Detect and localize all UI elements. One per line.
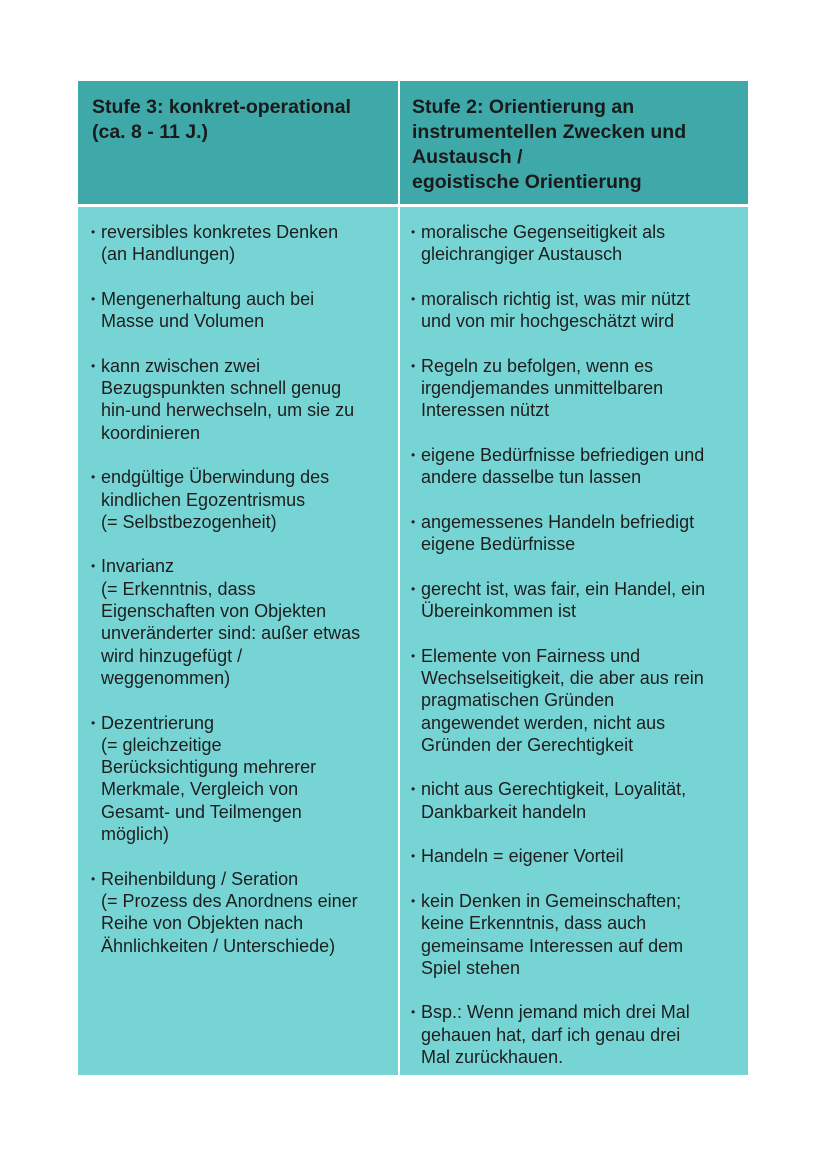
list-item-text: Bezugspunkten schnell genug xyxy=(101,378,342,399)
list-item xyxy=(91,355,388,444)
bullet-list-stufe-3 xyxy=(91,221,388,957)
list-item-text: angewendet werden, nicht aus xyxy=(421,712,666,733)
header-line: Stufe 3: konkret-operational xyxy=(92,96,351,118)
list-item-text: Berücksichtigung mehrerer xyxy=(101,757,317,778)
header-line: egoistische Orientierung xyxy=(412,171,642,193)
list-item-text: gleichrangiger Austausch xyxy=(421,244,623,265)
bullet-icon: • xyxy=(411,514,416,529)
header-line: Austausch / xyxy=(412,146,523,168)
list-item xyxy=(411,845,738,867)
list-item-text: Bsp.: Wenn jemand mich drei Mal xyxy=(421,1002,690,1023)
list-item xyxy=(91,712,388,846)
list-item xyxy=(411,578,738,623)
list-item-text: Mal zurückhauen. xyxy=(421,1046,564,1067)
bullet-icon: • xyxy=(91,470,96,485)
list-item xyxy=(411,444,738,489)
bullet-icon: • xyxy=(91,291,96,306)
list-item-text: Ähnlichkeiten / Unterschiede) xyxy=(101,935,336,956)
list-item-text: Elemente von Fairness und xyxy=(421,645,641,666)
list-item xyxy=(91,868,388,957)
bullet-icon: • xyxy=(91,715,96,730)
list-item-text: Regeln zu befolgen, wenn es xyxy=(421,355,654,376)
header-line: Stufe 2: Orientierung an xyxy=(412,96,635,118)
list-item-text: gemeinsame Interessen auf dem xyxy=(421,935,684,956)
bullet-icon: • xyxy=(411,225,416,239)
list-item-text: Handeln = eigener Vorteil xyxy=(421,846,624,867)
list-item xyxy=(411,1001,738,1068)
list-item-text: (= Erkenntnis, dass xyxy=(101,578,256,599)
bullet-icon: • xyxy=(91,559,96,574)
list-item-text: Reihe von Objekten nach xyxy=(101,913,304,934)
list-item-text: (= Prozess des Anordnens einer xyxy=(101,890,358,911)
bullet-icon: • xyxy=(91,871,96,886)
list-item-text: kindlichen Egozentrismus xyxy=(101,489,306,510)
list-item-text: Wechselseitigkeit, die aber aus rein xyxy=(421,667,704,688)
list-item-text: irgendjemandes unmittelbaren xyxy=(421,378,664,399)
list-item xyxy=(411,511,738,556)
list-item-text: Eigenschaften von Objekten xyxy=(101,601,327,622)
list-item-text: angemessenes Handeln befriedigt xyxy=(421,511,695,532)
list-item-text: gehauen hat, darf ich genau drei xyxy=(421,1024,681,1045)
list-item xyxy=(411,355,738,422)
header-stufe-3 xyxy=(78,81,398,204)
list-item-text: Merkmale, Vergleich von xyxy=(101,779,299,800)
list-item-text: gerecht ist, was fair, ein Handel, ein xyxy=(421,578,706,599)
list-item xyxy=(411,288,738,333)
body-stufe-2 xyxy=(400,207,748,1075)
bullet-icon: • xyxy=(411,581,416,596)
list-item xyxy=(411,890,738,979)
header-line: (ca. 8 - 11 J.) xyxy=(92,121,208,143)
list-item-text: weggenommen) xyxy=(101,667,231,688)
bullet-icon: • xyxy=(91,225,96,239)
list-item-text: Übereinkommen ist xyxy=(421,601,577,622)
list-item-text: und von mir hochgeschätzt wird xyxy=(421,311,675,332)
list-item-text: pragmatischen Gründen xyxy=(421,690,615,711)
list-item-text: kein Denken in Gemeinschaften; xyxy=(421,890,682,911)
bullet-icon: • xyxy=(411,893,416,908)
list-item xyxy=(91,288,388,333)
list-item xyxy=(411,778,738,823)
list-item-text: wird hinzugefügt / xyxy=(101,645,243,666)
list-item-text: (= Selbstbezogenheit) xyxy=(101,511,277,532)
list-item-text: Invarianz xyxy=(101,556,175,577)
header-stufe-2 xyxy=(400,81,748,204)
list-item-text: Interessen nützt xyxy=(421,400,550,421)
bullet-icon: • xyxy=(411,447,416,462)
list-item-text: endgültige Überwindung des xyxy=(101,467,330,488)
bullet-icon: • xyxy=(411,648,416,663)
bullet-icon: • xyxy=(91,358,96,373)
list-item-text: kann zwischen zwei xyxy=(101,355,261,376)
list-item xyxy=(411,221,738,266)
list-item xyxy=(91,221,388,266)
bullet-list-stufe-2 xyxy=(411,221,738,1068)
list-item-text: moralische Gegenseitigkeit als xyxy=(421,222,666,242)
bullet-icon: • xyxy=(411,849,416,864)
list-item-text: Dezentrierung xyxy=(101,712,215,733)
list-item-text: (= gleichzeitige xyxy=(101,734,222,755)
list-item-text: Gründen der Gerechtigkeit xyxy=(421,734,634,755)
list-item-text: Mengenerhaltung auch bei xyxy=(101,288,315,309)
list-item-text: Gesamt- und Teilmengen xyxy=(101,801,302,822)
list-item-text: andere dasselbe tun lassen xyxy=(421,467,642,488)
list-item-text: koordinieren xyxy=(101,422,201,443)
bullet-icon: • xyxy=(411,358,416,373)
bullet-icon: • xyxy=(411,1005,416,1020)
list-item-text: nicht aus Gerechtigkeit, Loyalität, xyxy=(421,779,687,800)
list-item-text: Reihenbildung / Seration xyxy=(101,868,299,889)
header-line: instrumentellen Zwecken und xyxy=(412,121,687,143)
body-stufe-3 xyxy=(78,207,398,1075)
list-item xyxy=(411,645,738,756)
list-item-text: eigene Bedürfnisse befriedigen und xyxy=(421,444,705,465)
list-item-text: eigene Bedürfnisse xyxy=(421,534,576,555)
list-item-text: hin-und herwechseln, um sie zu xyxy=(101,400,355,421)
bullet-icon: • xyxy=(411,291,416,306)
list-item-text: keine Erkenntnis, dass auch xyxy=(421,913,647,934)
list-item-text: Spiel stehen xyxy=(421,957,521,978)
list-item-text: (an Handlungen) xyxy=(101,244,236,265)
list-item-text: Dankbarkeit handeln xyxy=(421,801,587,822)
stage-comparison-table xyxy=(78,81,748,1075)
list-item xyxy=(91,555,388,689)
list-item-text: moralisch richtig ist, was mir nützt xyxy=(421,288,691,309)
list-item-text: unveränderter sind: außer etwas xyxy=(101,623,361,644)
list-item-text: reversibles konkretes Denken xyxy=(101,222,339,242)
bullet-icon: • xyxy=(411,782,416,797)
list-item xyxy=(91,466,388,533)
list-item-text: möglich) xyxy=(101,824,170,845)
list-item-text: Masse und Volumen xyxy=(101,311,265,332)
